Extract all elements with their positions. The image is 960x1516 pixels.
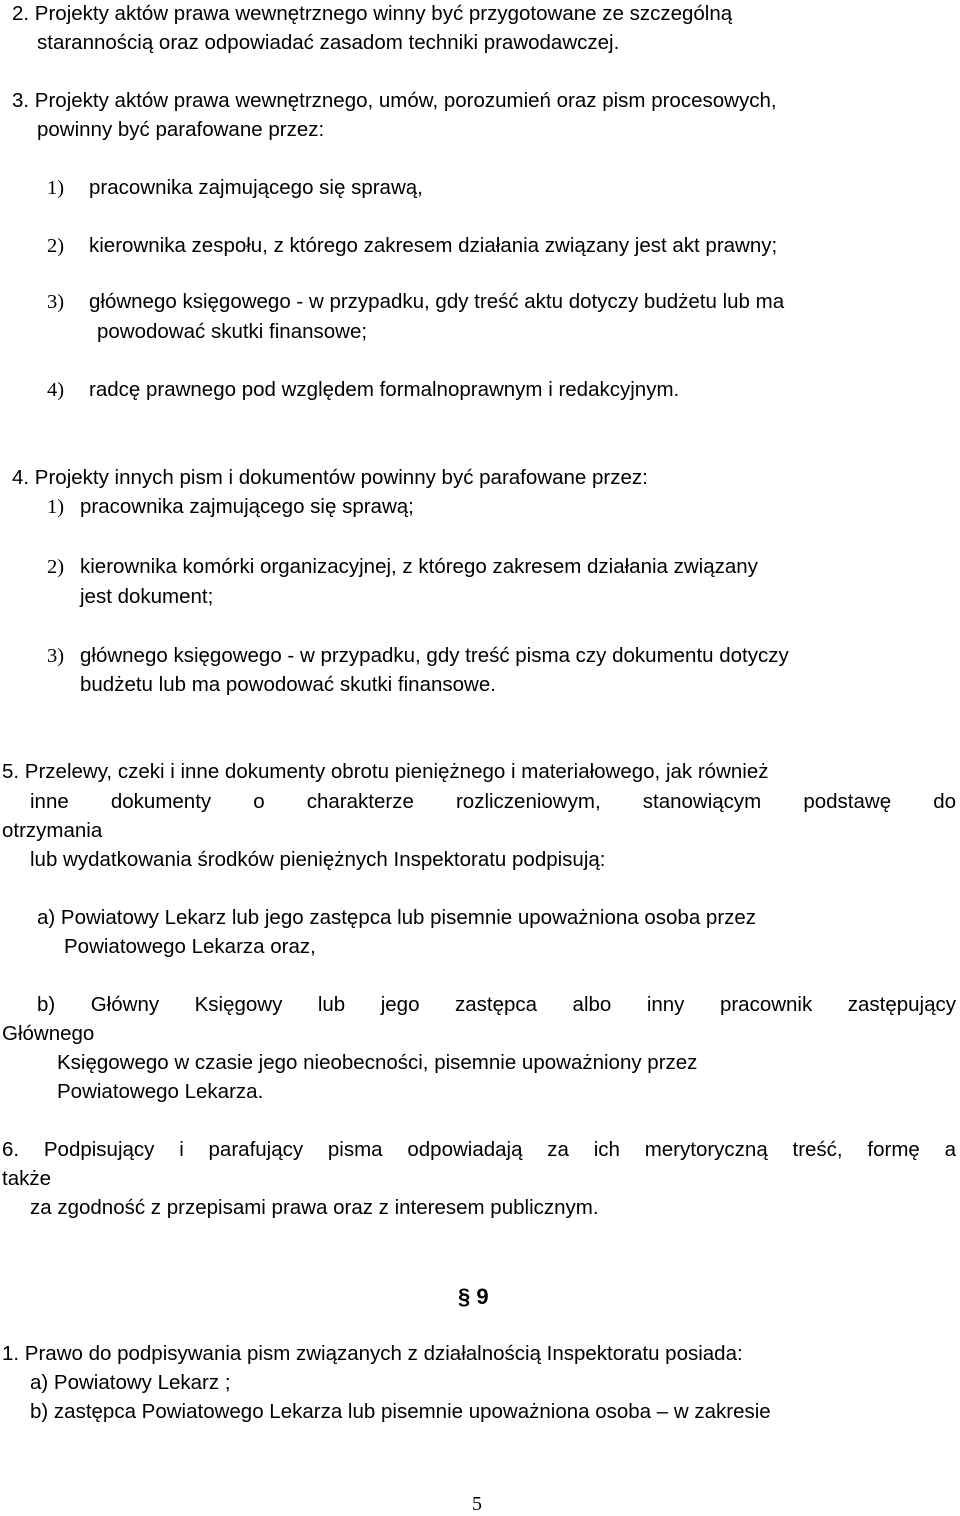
point-5-b-line-3: Księgowego w czasie jego nieobecności, pisemnie upoważniony przez: [57, 1051, 698, 1074]
item-number: 2): [47, 235, 65, 257]
point-6-line-1: 6. Podpisujący i parafujący pisma odpowiadają za ich merytoryczną treść, formę a: [2, 1138, 956, 1161]
point-5-b-line-4: Powiatowego Lekarza.: [57, 1080, 264, 1103]
item-text: głównego księgowego - w przypadku, gdy treść pisma czy dokumentu dotyczy: [80, 644, 789, 667]
item-text: pracownika zajmującego się sprawą,: [89, 176, 423, 199]
item-text: kierownika komórki organizacyjnej, z którego zakresem działania związany: [80, 555, 758, 578]
point-3-line-1: 3. Projekty aktów prawa wewnętrznego, umów, porozumień oraz pism procesowych,: [12, 89, 777, 112]
point-5-line-3: otrzymania: [2, 819, 103, 842]
section-sign: §: [458, 1284, 471, 1309]
item-text: kierownika zespołu, z którego zakresem działania związany jest akt prawny;: [89, 234, 778, 257]
point-5-line-1: 5. Przelewy, czeki i inne dokumenty obrotu pieniężnego i materiałowego, jak również: [2, 760, 769, 783]
section-9-line-2: a) Powiatowy Lekarz ;: [30, 1371, 231, 1394]
section-heading: [458, 1284, 489, 1310]
point-2-line-2: starannością oraz odpowiadać zasadom techniki prawodawczej.: [37, 31, 620, 54]
section-9-line-1: 1. Prawo do podpisywania pism związanych z działalnością Inspektoratu posiada:: [2, 1342, 743, 1365]
point-3-item-3-cont: powodować skutki finansowe;: [97, 320, 368, 343]
point-2-line-1: 2. Projekty aktów prawa wewnętrznego winny być przygotowane ze szczególną: [12, 2, 733, 25]
point-4-item-3: [47, 644, 789, 668]
point-5-line-4: lub wydatkowania środków pieniężnych Inspektoratu podpisują:: [30, 848, 606, 871]
point-3-item-3: [47, 290, 785, 314]
item-text: radcę prawnego pod względem formalnoprawnym i redakcyjnym.: [89, 378, 680, 401]
point-4-item-3-cont: budżetu lub ma powodować skutki finansowe.: [80, 673, 496, 696]
point-6-line-3: za zgodność z przepisami prawa oraz z interesem publicznym.: [30, 1196, 599, 1219]
point-4-item-2-cont: jest dokument;: [80, 585, 214, 608]
point-5-a-line-2: Powiatowego Lekarza oraz,: [64, 935, 316, 958]
point-5-b-line-1: b) Główny Księgowy lub jego zastępca albo inny pracownik zastępujący: [37, 993, 956, 1016]
item-number: 4): [47, 379, 65, 401]
page-number: 5: [472, 1493, 482, 1515]
point-5-line-2: inne dokumenty o charakterze rozliczeniowym, stanowiącym podstawę do: [30, 790, 956, 813]
item-number: 1): [47, 177, 65, 199]
point-4-line-1: 4. Projekty innych pism i dokumentów powinny być parafowane przez:: [12, 466, 648, 489]
point-6-line-2: także: [2, 1167, 51, 1190]
point-5-b-line-2: Głównego: [2, 1022, 95, 1045]
point-4-item-1: [47, 495, 414, 519]
item-number: 1): [47, 496, 65, 518]
point-5-a-line-1: a) Powiatowy Lekarz lub jego zastępca lub pisemnie upoważniona osoba przez: [37, 906, 757, 929]
point-3-item-4: [47, 378, 680, 402]
point-3-item-2: [47, 234, 778, 258]
section-9-line-3: b) zastępca Powiatowego Lekarza lub pisemnie upoważniona osoba – w zakresie: [30, 1400, 771, 1423]
item-text: głównego księgowego - w przypadku, gdy treść aktu dotyczy budżetu lub ma: [89, 290, 785, 313]
section-number: 9: [476, 1284, 489, 1309]
point-3-line-2: powinny być parafowane przez:: [37, 118, 325, 141]
item-number: 3): [47, 291, 65, 313]
point-3-item-1: [47, 176, 423, 200]
point-4-item-2: [47, 555, 956, 579]
item-text: pracownika zajmującego się sprawą;: [80, 495, 414, 518]
item-number: 2): [47, 556, 65, 578]
item-number: 3): [47, 645, 65, 667]
